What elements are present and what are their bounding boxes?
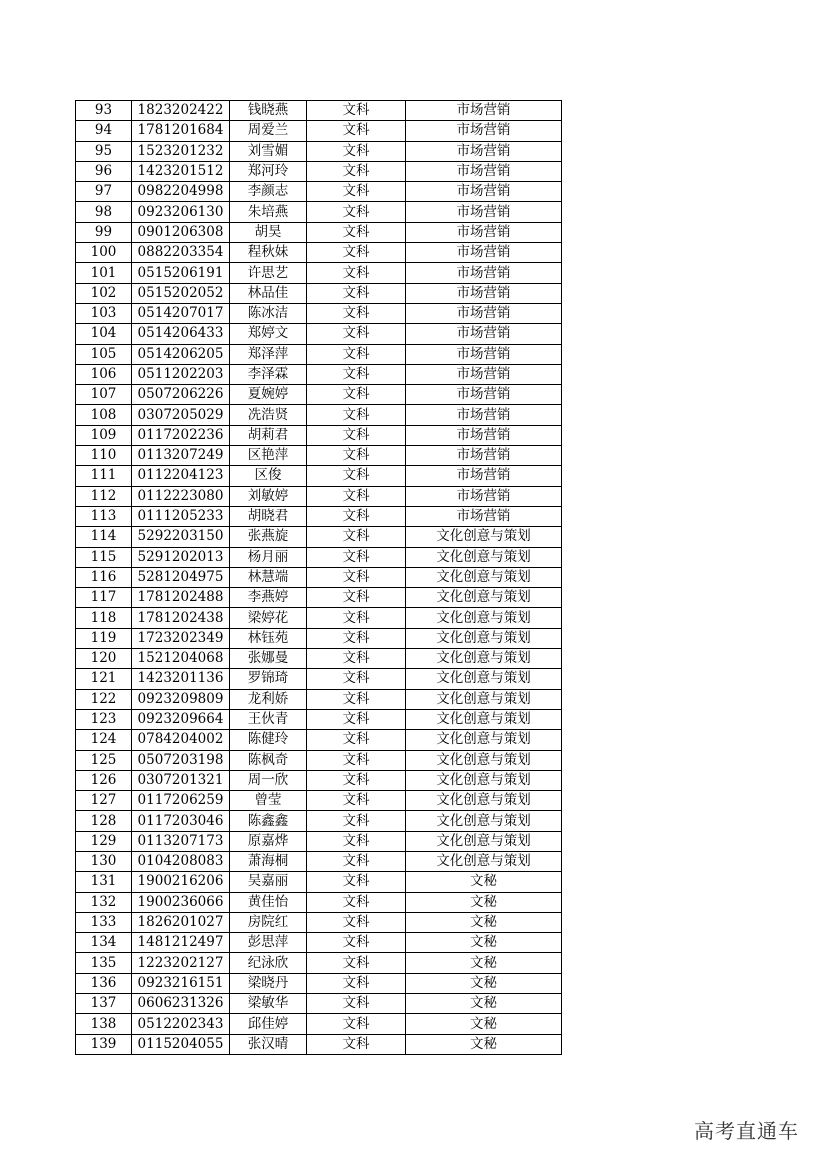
- row-number-cell: 133: [76, 912, 132, 932]
- exam-id-cell: 0112204123: [132, 466, 230, 486]
- subject-cell: 文科: [307, 811, 406, 831]
- student-name-cell: 萧海桐: [230, 851, 307, 871]
- exam-id-cell: 1423201512: [132, 161, 230, 181]
- subject-cell: 文科: [307, 222, 406, 242]
- student-name-cell: 林钰苑: [230, 628, 307, 648]
- table-row: [76, 344, 562, 364]
- row-number-cell: 116: [76, 567, 132, 587]
- student-name-cell: 原嘉烨: [230, 831, 307, 851]
- row-number-cell: 120: [76, 649, 132, 669]
- subject-cell: 文科: [307, 141, 406, 161]
- table-row: [76, 588, 562, 608]
- major-cell: 文化创意与策划: [406, 669, 562, 689]
- exam-id-cell: 0511202203: [132, 364, 230, 384]
- table-row: [76, 486, 562, 506]
- major-cell: 文秘: [406, 892, 562, 912]
- row-number-cell: 114: [76, 527, 132, 547]
- row-number-cell: 108: [76, 405, 132, 425]
- row-number-cell: 107: [76, 385, 132, 405]
- exam-id-cell: 0923209664: [132, 709, 230, 729]
- subject-cell: 文科: [307, 547, 406, 567]
- table-row: [76, 831, 562, 851]
- subject-cell: 文科: [307, 831, 406, 851]
- exam-id-cell: 1781202438: [132, 608, 230, 628]
- row-number-cell: 104: [76, 324, 132, 344]
- subject-cell: 文科: [307, 750, 406, 770]
- student-name-cell: 林品佳: [230, 283, 307, 303]
- student-name-cell: 周爱兰: [230, 121, 307, 141]
- table-row: [76, 730, 562, 750]
- major-cell: 文化创意与策划: [406, 750, 562, 770]
- subject-cell: 文科: [307, 121, 406, 141]
- major-cell: 市场营销: [406, 364, 562, 384]
- major-cell: 市场营销: [406, 385, 562, 405]
- table-row: [76, 953, 562, 973]
- table-row: [76, 466, 562, 486]
- major-cell: 市场营销: [406, 446, 562, 466]
- table-row: [76, 750, 562, 770]
- student-name-cell: 刘敏婷: [230, 486, 307, 506]
- row-number-cell: 117: [76, 588, 132, 608]
- row-number-cell: 131: [76, 872, 132, 892]
- admission-list-table: [75, 100, 562, 1055]
- subject-cell: 文科: [307, 649, 406, 669]
- subject-cell: 文科: [307, 405, 406, 425]
- student-name-cell: 李颜志: [230, 182, 307, 202]
- student-name-cell: 郑泽萍: [230, 344, 307, 364]
- major-cell: 文化创意与策划: [406, 649, 562, 669]
- major-cell: 文化创意与策划: [406, 608, 562, 628]
- student-name-cell: 梁敏华: [230, 994, 307, 1014]
- major-cell: 市场营销: [406, 466, 562, 486]
- row-number-cell: 109: [76, 425, 132, 445]
- subject-cell: 文科: [307, 953, 406, 973]
- student-name-cell: 杨月丽: [230, 547, 307, 567]
- student-name-cell: 吴嘉丽: [230, 872, 307, 892]
- exam-id-cell: 0112223080: [132, 486, 230, 506]
- subject-cell: 文科: [307, 385, 406, 405]
- row-number-cell: 130: [76, 851, 132, 871]
- student-name-cell: 彭思萍: [230, 933, 307, 953]
- row-number-cell: 121: [76, 669, 132, 689]
- subject-cell: 文科: [307, 243, 406, 263]
- exam-id-cell: 0113207249: [132, 446, 230, 466]
- student-name-cell: 陈枫奇: [230, 750, 307, 770]
- table-row: [76, 182, 562, 202]
- student-name-cell: 区艳萍: [230, 446, 307, 466]
- subject-cell: 文科: [307, 770, 406, 790]
- major-cell: 文秘: [406, 994, 562, 1014]
- student-name-cell: 朱培燕: [230, 202, 307, 222]
- row-number-cell: 111: [76, 466, 132, 486]
- table-row: [76, 202, 562, 222]
- major-cell: 市场营销: [406, 161, 562, 181]
- row-number-cell: 115: [76, 547, 132, 567]
- row-number-cell: 125: [76, 750, 132, 770]
- exam-id-cell: 0307205029: [132, 405, 230, 425]
- subject-cell: 文科: [307, 182, 406, 202]
- row-number-cell: 138: [76, 1014, 132, 1034]
- exam-id-cell: 0514206433: [132, 324, 230, 344]
- exam-id-cell: 5291202013: [132, 547, 230, 567]
- row-number-cell: 124: [76, 730, 132, 750]
- subject-cell: 文科: [307, 446, 406, 466]
- row-number-cell: 98: [76, 202, 132, 222]
- table-row: [76, 669, 562, 689]
- student-name-cell: 张娜曼: [230, 649, 307, 669]
- major-cell: 市场营销: [406, 101, 562, 121]
- table-row: [76, 1014, 562, 1034]
- table-row: [76, 364, 562, 384]
- row-number-cell: 113: [76, 506, 132, 526]
- student-name-cell: 钱晓燕: [230, 101, 307, 121]
- major-cell: 文化创意与策划: [406, 831, 562, 851]
- table-row: [76, 121, 562, 141]
- row-number-cell: 112: [76, 486, 132, 506]
- exam-id-cell: 0307201321: [132, 770, 230, 790]
- row-number-cell: 127: [76, 791, 132, 811]
- row-number-cell: 103: [76, 303, 132, 323]
- major-cell: 文秘: [406, 912, 562, 932]
- major-cell: 文化创意与策划: [406, 811, 562, 831]
- major-cell: 文化创意与策划: [406, 730, 562, 750]
- table-row: [76, 506, 562, 526]
- exam-id-cell: 0507206226: [132, 385, 230, 405]
- subject-cell: 文科: [307, 486, 406, 506]
- student-name-cell: 郑河玲: [230, 161, 307, 181]
- exam-id-cell: 0923206130: [132, 202, 230, 222]
- row-number-cell: 126: [76, 770, 132, 790]
- table-row: [76, 628, 562, 648]
- major-cell: 文化创意与策划: [406, 527, 562, 547]
- table-row: [76, 303, 562, 323]
- table-row: [76, 689, 562, 709]
- exam-id-cell: 0512202343: [132, 1014, 230, 1034]
- student-name-cell: 陈冰洁: [230, 303, 307, 323]
- student-name-cell: 程秋妹: [230, 243, 307, 263]
- row-number-cell: 123: [76, 709, 132, 729]
- subject-cell: 文科: [307, 1014, 406, 1034]
- exam-id-cell: 0117202236: [132, 425, 230, 445]
- major-cell: 文秘: [406, 872, 562, 892]
- major-cell: 市场营销: [406, 222, 562, 242]
- student-name-cell: 张燕旋: [230, 527, 307, 547]
- major-cell: 文化创意与策划: [406, 791, 562, 811]
- row-number-cell: 100: [76, 243, 132, 263]
- row-number-cell: 105: [76, 344, 132, 364]
- major-cell: 文化创意与策划: [406, 567, 562, 587]
- subject-cell: 文科: [307, 344, 406, 364]
- exam-id-cell: 1523201232: [132, 141, 230, 161]
- row-number-cell: 94: [76, 121, 132, 141]
- major-cell: 市场营销: [406, 425, 562, 445]
- table-row: [76, 851, 562, 871]
- major-cell: 文化创意与策划: [406, 689, 562, 709]
- major-cell: 文化创意与策划: [406, 547, 562, 567]
- subject-cell: 文科: [307, 933, 406, 953]
- student-name-cell: 郑婷文: [230, 324, 307, 344]
- subject-cell: 文科: [307, 689, 406, 709]
- student-name-cell: 陈鑫鑫: [230, 811, 307, 831]
- subject-cell: 文科: [307, 567, 406, 587]
- watermark-text: 高考直通车: [694, 1119, 799, 1143]
- subject-cell: 文科: [307, 202, 406, 222]
- table-row: [76, 811, 562, 831]
- subject-cell: 文科: [307, 303, 406, 323]
- student-name-cell: 邱佳婷: [230, 1014, 307, 1034]
- subject-cell: 文科: [307, 588, 406, 608]
- table-row: [76, 141, 562, 161]
- student-name-cell: 林慧端: [230, 567, 307, 587]
- exam-id-cell: 0514207017: [132, 303, 230, 323]
- subject-cell: 文科: [307, 506, 406, 526]
- table-row: [76, 324, 562, 344]
- row-number-cell: 93: [76, 101, 132, 121]
- student-name-cell: 陈健玲: [230, 730, 307, 750]
- student-name-cell: 夏婉婷: [230, 385, 307, 405]
- row-number-cell: 97: [76, 182, 132, 202]
- major-cell: 市场营销: [406, 506, 562, 526]
- exam-id-cell: 0115204055: [132, 1034, 230, 1054]
- student-name-cell: 李泽霖: [230, 364, 307, 384]
- table-row: [76, 243, 562, 263]
- student-name-cell: 纪泳欣: [230, 953, 307, 973]
- row-number-cell: 101: [76, 263, 132, 283]
- table-row: [76, 385, 562, 405]
- exam-id-cell: 0104208083: [132, 851, 230, 871]
- table-row: [76, 791, 562, 811]
- student-name-cell: 梁晓丹: [230, 973, 307, 993]
- table-row: [76, 263, 562, 283]
- student-name-cell: 龙利娇: [230, 689, 307, 709]
- subject-cell: 文科: [307, 730, 406, 750]
- subject-cell: 文科: [307, 466, 406, 486]
- exam-id-cell: 1781202488: [132, 588, 230, 608]
- row-number-cell: 132: [76, 892, 132, 912]
- subject-cell: 文科: [307, 872, 406, 892]
- major-cell: 市场营销: [406, 283, 562, 303]
- subject-cell: 文科: [307, 994, 406, 1014]
- major-cell: 市场营销: [406, 121, 562, 141]
- exam-id-cell: 0515206191: [132, 263, 230, 283]
- exam-id-cell: 0784204002: [132, 730, 230, 750]
- table-row: [76, 770, 562, 790]
- subject-cell: 文科: [307, 669, 406, 689]
- row-number-cell: 96: [76, 161, 132, 181]
- major-cell: 市场营销: [406, 263, 562, 283]
- major-cell: 文秘: [406, 933, 562, 953]
- student-name-cell: 曾莹: [230, 791, 307, 811]
- subject-cell: 文科: [307, 161, 406, 181]
- major-cell: 文化创意与策划: [406, 628, 562, 648]
- major-cell: 文化创意与策划: [406, 588, 562, 608]
- subject-cell: 文科: [307, 364, 406, 384]
- row-number-cell: 137: [76, 994, 132, 1014]
- subject-cell: 文科: [307, 283, 406, 303]
- student-name-cell: 许思艺: [230, 263, 307, 283]
- table-row: [76, 933, 562, 953]
- major-cell: 市场营销: [406, 344, 562, 364]
- exam-id-cell: 1900216206: [132, 872, 230, 892]
- student-name-cell: 胡莉君: [230, 425, 307, 445]
- row-number-cell: 119: [76, 628, 132, 648]
- exam-id-cell: 1723202349: [132, 628, 230, 648]
- subject-cell: 文科: [307, 324, 406, 344]
- exam-id-cell: 1521204068: [132, 649, 230, 669]
- row-number-cell: 129: [76, 831, 132, 851]
- subject-cell: 文科: [307, 1034, 406, 1054]
- major-cell: 市场营销: [406, 182, 562, 202]
- student-name-cell: 房院红: [230, 912, 307, 932]
- student-name-cell: 冼浩贤: [230, 405, 307, 425]
- major-cell: 文秘: [406, 953, 562, 973]
- row-number-cell: 122: [76, 689, 132, 709]
- row-number-cell: 128: [76, 811, 132, 831]
- row-number-cell: 102: [76, 283, 132, 303]
- exam-id-cell: 0111205233: [132, 506, 230, 526]
- student-name-cell: 黄佳怡: [230, 892, 307, 912]
- subject-cell: 文科: [307, 912, 406, 932]
- subject-cell: 文科: [307, 263, 406, 283]
- row-number-cell: 110: [76, 446, 132, 466]
- major-cell: 文化创意与策划: [406, 851, 562, 871]
- exam-id-cell: 0982204998: [132, 182, 230, 202]
- student-name-cell: 张汉晴: [230, 1034, 307, 1054]
- subject-cell: 文科: [307, 101, 406, 121]
- exam-id-cell: 0882203354: [132, 243, 230, 263]
- subject-cell: 文科: [307, 791, 406, 811]
- subject-cell: 文科: [307, 527, 406, 547]
- major-cell: 市场营销: [406, 243, 562, 263]
- table-row: [76, 405, 562, 425]
- subject-cell: 文科: [307, 709, 406, 729]
- student-name-cell: 区俊: [230, 466, 307, 486]
- table-row: [76, 994, 562, 1014]
- exam-id-cell: 0117203046: [132, 811, 230, 831]
- table-row: [76, 101, 562, 121]
- subject-cell: 文科: [307, 608, 406, 628]
- student-name-cell: 周一欣: [230, 770, 307, 790]
- major-cell: 文化创意与策划: [406, 709, 562, 729]
- table-row: [76, 425, 562, 445]
- major-cell: 文秘: [406, 973, 562, 993]
- row-number-cell: 134: [76, 933, 132, 953]
- table-row: [76, 912, 562, 932]
- table-row: [76, 222, 562, 242]
- row-number-cell: 136: [76, 973, 132, 993]
- major-cell: 文化创意与策划: [406, 770, 562, 790]
- student-name-cell: 胡晓君: [230, 506, 307, 526]
- major-cell: 文秘: [406, 1034, 562, 1054]
- exam-id-cell: 0514206205: [132, 344, 230, 364]
- exam-id-cell: 1423201136: [132, 669, 230, 689]
- subject-cell: 文科: [307, 973, 406, 993]
- table-row: [76, 709, 562, 729]
- major-cell: 市场营销: [406, 202, 562, 222]
- exam-id-cell: 1481212497: [132, 933, 230, 953]
- table-row: [76, 527, 562, 547]
- table-row: [76, 872, 562, 892]
- table-row: [76, 649, 562, 669]
- student-name-cell: 胡昊: [230, 222, 307, 242]
- exam-id-cell: 1781201684: [132, 121, 230, 141]
- exam-id-cell: 0606231326: [132, 994, 230, 1014]
- table-row: [76, 283, 562, 303]
- major-cell: 文秘: [406, 1014, 562, 1034]
- subject-cell: 文科: [307, 892, 406, 912]
- student-name-cell: 王伙青: [230, 709, 307, 729]
- exam-id-cell: 0113207173: [132, 831, 230, 851]
- exam-id-cell: 5292203150: [132, 527, 230, 547]
- major-cell: 市场营销: [406, 405, 562, 425]
- table-row: [76, 567, 562, 587]
- table-row: [76, 892, 562, 912]
- table-row: [76, 161, 562, 181]
- major-cell: 市场营销: [406, 324, 562, 344]
- major-cell: 市场营销: [406, 486, 562, 506]
- exam-id-cell: 1223202127: [132, 953, 230, 973]
- student-name-cell: 刘雪媚: [230, 141, 307, 161]
- major-cell: 市场营销: [406, 303, 562, 323]
- exam-id-cell: 0923216151: [132, 973, 230, 993]
- table-row: [76, 547, 562, 567]
- exam-id-cell: 0923209809: [132, 689, 230, 709]
- subject-cell: 文科: [307, 628, 406, 648]
- table-row: [76, 1034, 562, 1054]
- row-number-cell: 135: [76, 953, 132, 973]
- table-row: [76, 446, 562, 466]
- exam-id-cell: 0515202052: [132, 283, 230, 303]
- table-body: [76, 101, 562, 1055]
- row-number-cell: 99: [76, 222, 132, 242]
- exam-id-cell: 0507203198: [132, 750, 230, 770]
- student-name-cell: 罗锦琦: [230, 669, 307, 689]
- table-row: [76, 973, 562, 993]
- student-name-cell: 梁婷花: [230, 608, 307, 628]
- exam-id-cell: 1823202422: [132, 101, 230, 121]
- student-name-cell: 李燕婷: [230, 588, 307, 608]
- exam-id-cell: 5281204975: [132, 567, 230, 587]
- exam-id-cell: 1826201027: [132, 912, 230, 932]
- exam-id-cell: 1900236066: [132, 892, 230, 912]
- table-row: [76, 608, 562, 628]
- exam-id-cell: 0117206259: [132, 791, 230, 811]
- row-number-cell: 106: [76, 364, 132, 384]
- subject-cell: 文科: [307, 851, 406, 871]
- major-cell: 市场营销: [406, 141, 562, 161]
- row-number-cell: 139: [76, 1034, 132, 1054]
- row-number-cell: 95: [76, 141, 132, 161]
- row-number-cell: 118: [76, 608, 132, 628]
- exam-id-cell: 0901206308: [132, 222, 230, 242]
- subject-cell: 文科: [307, 425, 406, 445]
